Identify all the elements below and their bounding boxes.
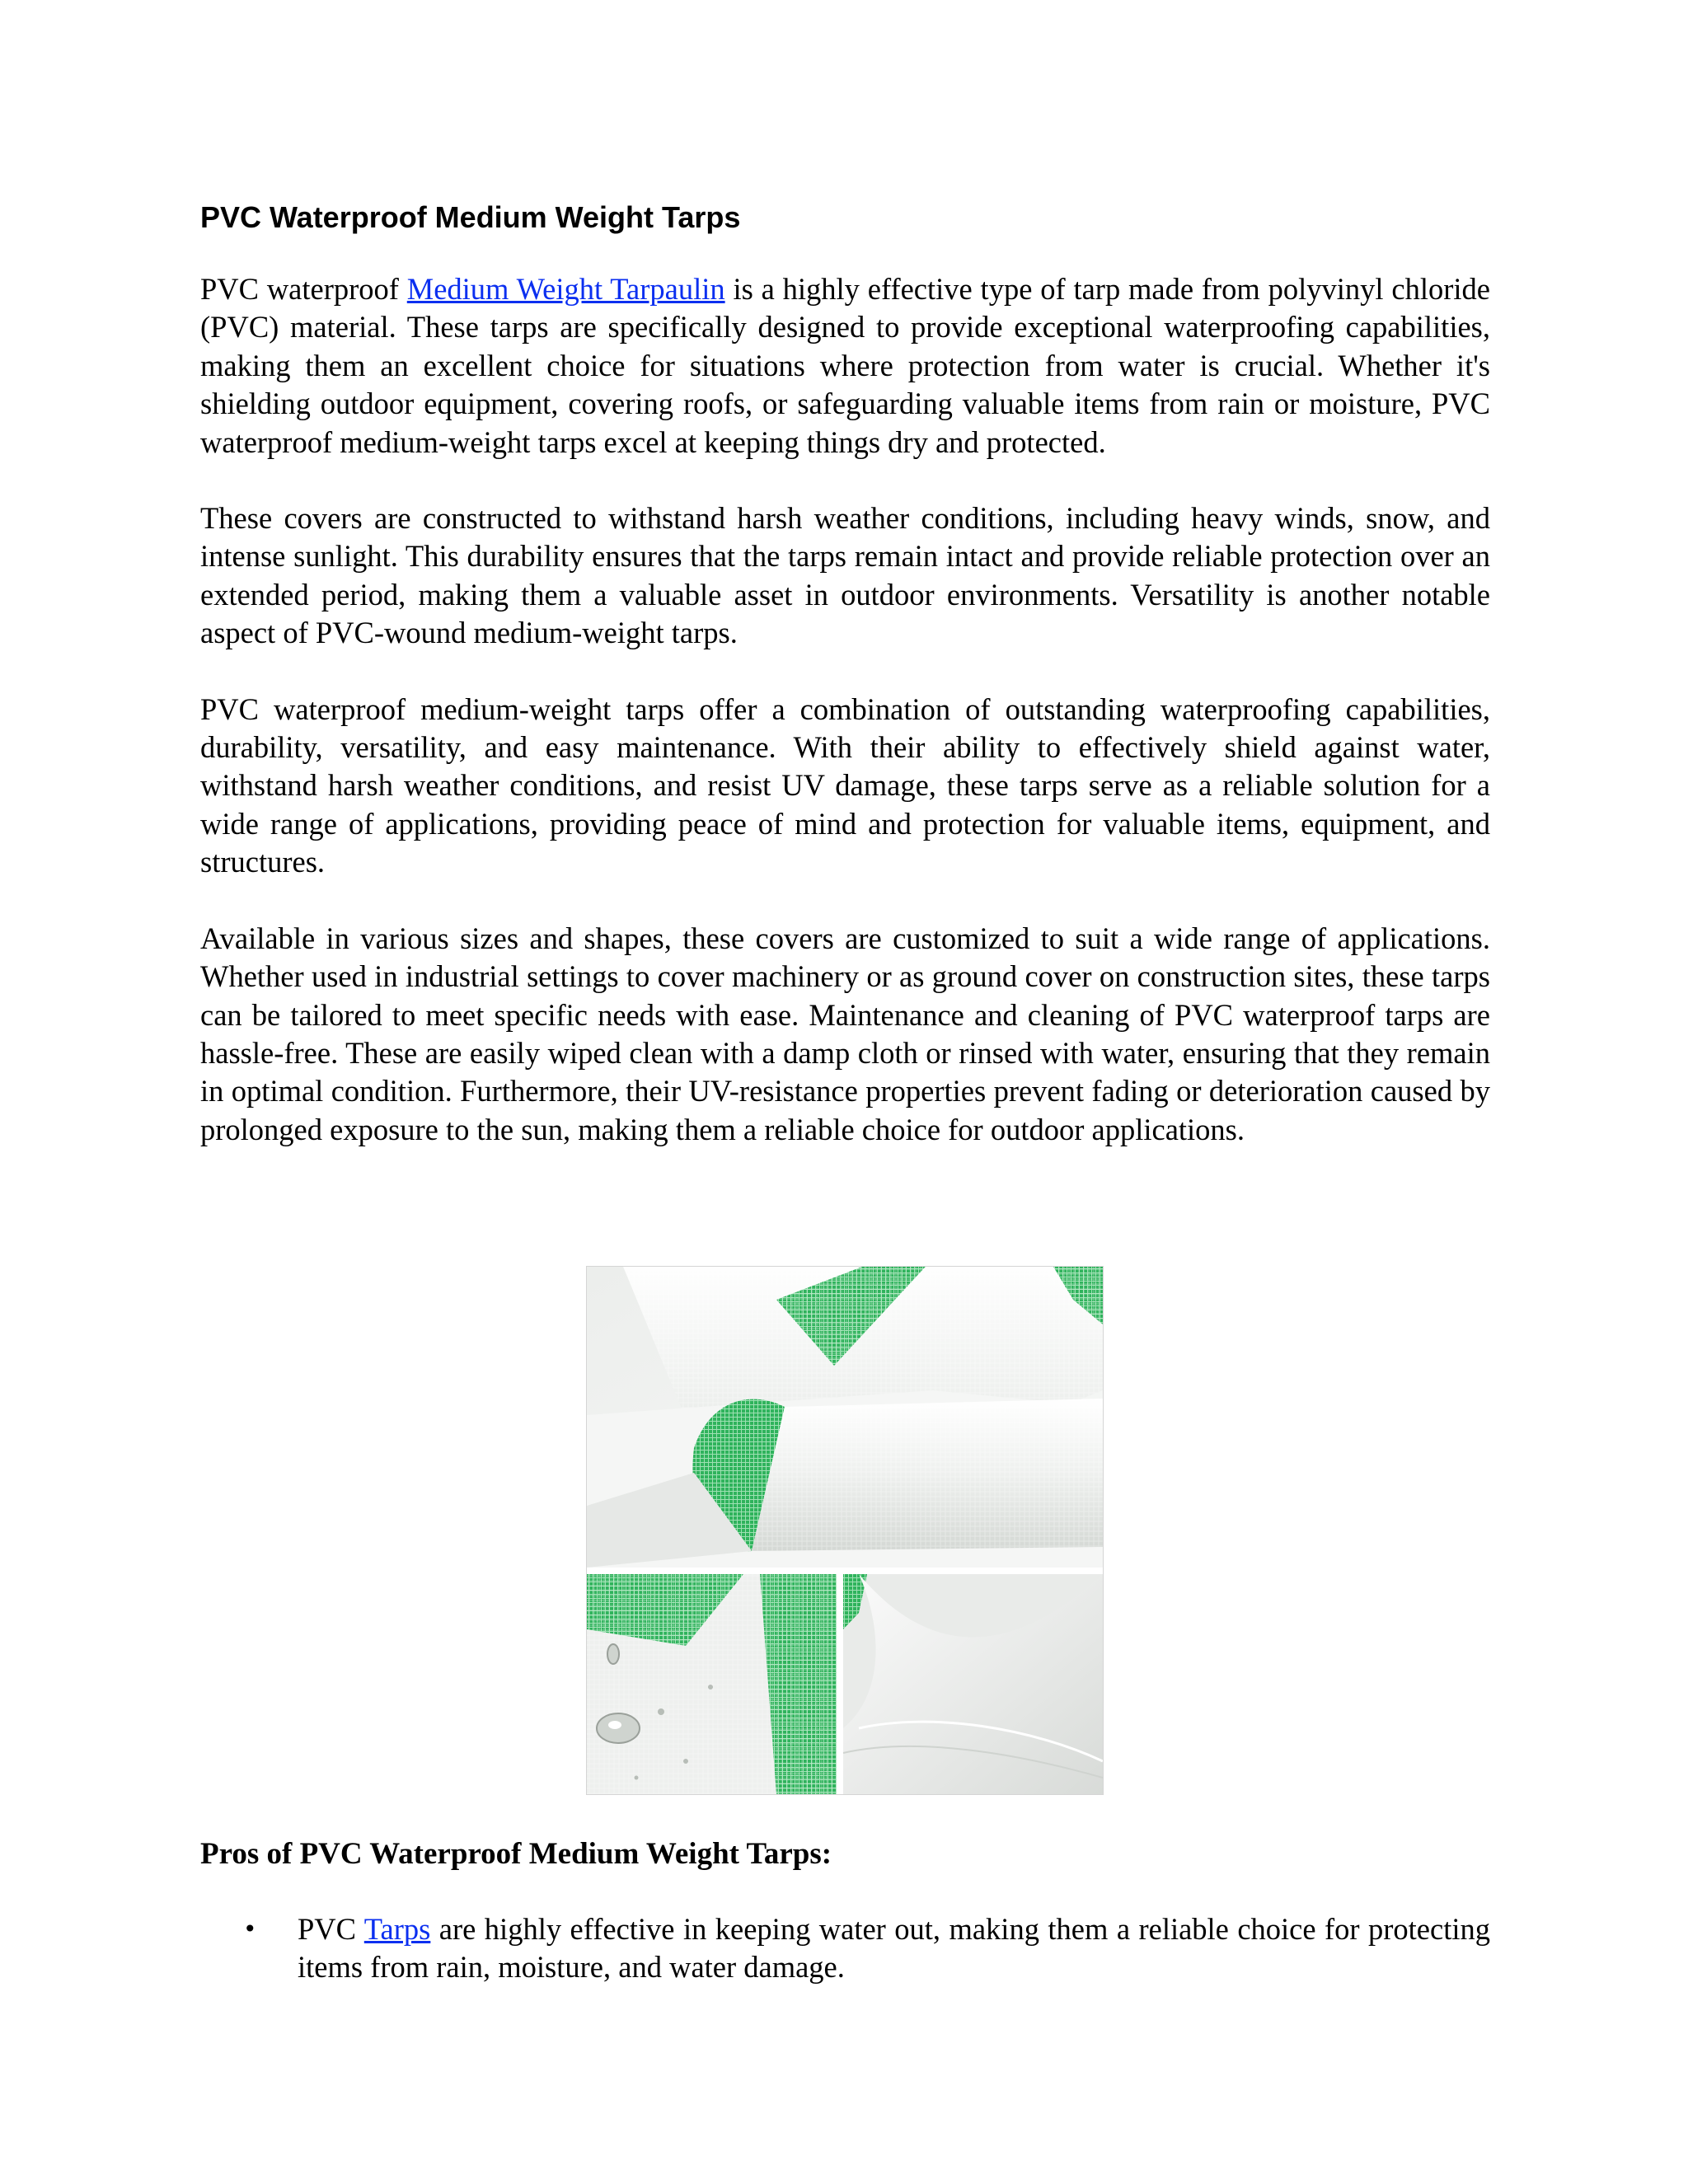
page-title: PVC Waterproof Medium Weight Tarps [200,200,741,234]
list-item-text-after: are highly effective in keeping water out, making them a reliable choice for protecting items from rain, moisture, and water damage. [298,1912,1490,1985]
list-item-text-before: PVC [298,1912,364,1946]
image-divider-vertical [837,1574,843,1794]
tarp-product-image [586,1266,1104,1795]
paragraph-durability: These covers are constructed to withstand harsh weather conditions, including heavy winds, snow, and intense sunlight. This durability ensures that the tarps remain intact and provide reliable protection over an extended period, making them a valuable asset in outdoor environments. Versatility is another notable aspect of PVC-wound medium-weight tarps. [200,501,1490,650]
water-droplets-panel [587,1574,837,1794]
paragraph-benefits: PVC waterproof medium-weight tarps offer a combination of outstanding waterproofing capabilities, durability, versatility, and easy maintenance. With their ability to effectively shield against water, withstand harsh weather conditions, and resist UV damage, these tarps serve as a reliable solution for a wide range of applications, providing peace of mind and protection for valuable items, equipment, and structures. [200,691,1490,879]
bullet-icon: • [243,1915,257,1943]
image-divider [587,1568,1103,1574]
pros-heading: Pros of PVC Waterproof Medium Weight Tarps: [200,1837,832,1871]
tarps-link[interactable]: Tarps [363,1912,431,1946]
water-drop-small [607,1644,619,1664]
clear-sheet-panel [843,1574,1103,1794]
pros-list [200,1910,1490,1987]
tarp-product-illustration [587,1267,1103,1794]
paragraph-intro-text-after: is a highly effective type of tarp made from polyvinyl chloride (PVC) material. These tarps are specifically designed to provide exceptional waterproofing capabilities, making them an excellent choice for situations where protection from water is crucial. Whether it's shielding outdoor equipment, covering roofs, or safeguarding valuable items from rain or moisture, PVC waterproof medium-weight tarps excel at keeping things dry and protected. [200,272,1490,459]
article-body [200,198,1490,1187]
paragraph-intro-text-before: PVC waterproof [200,272,407,306]
paragraph-applications: Available in various sizes and shapes, these covers are customized to suit a wide range of applications. Whether used in industrial settings to cover machinery or as ground cover on construction sites, these tarps can be tailored to meet specific needs with ease. Maintenance and cleaning of PVC waterproof tarps are hassle-free. These are easily wiped clean with a damp cloth or rinsed with water, ensuring that they remain in optimal condition. Furthermore, their UV-resistance properties prevent fading or deterioration caused by prolonged exposure to the sun, making them a reliable choice for outdoor applications. [200,921,1490,1146]
tarp-roll-lower [587,1390,1103,1568]
list-item [200,1910,1490,1987]
paragraph-intro [200,270,1490,462]
medium-weight-tarpaulin-link[interactable]: Medium Weight Tarpaulin [406,272,725,306]
